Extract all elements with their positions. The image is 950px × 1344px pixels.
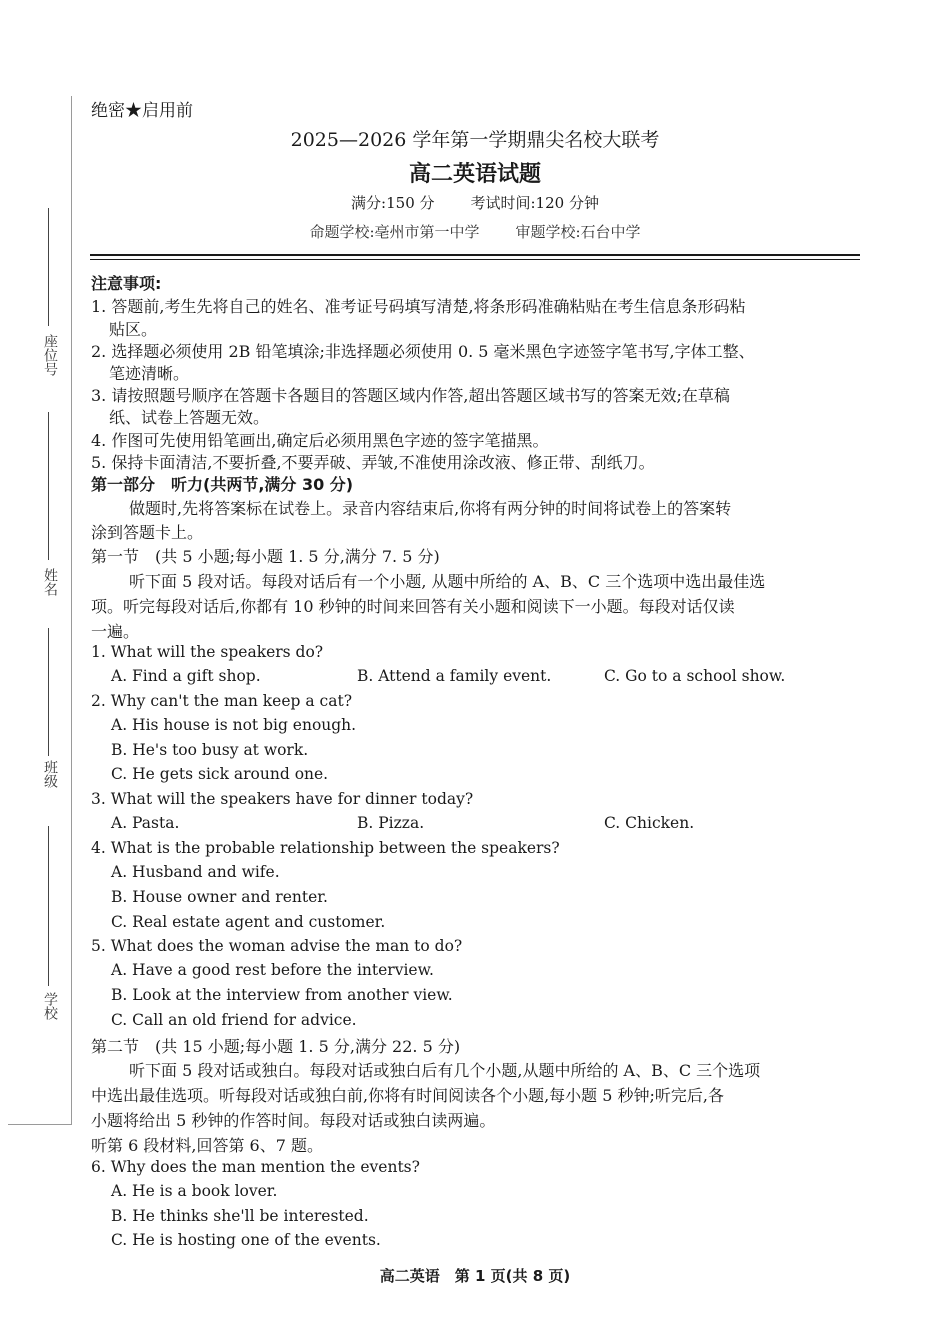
option-a: A. Have a good rest before the interview. [111, 961, 434, 979]
section2-intro-line: 中选出最佳选项。听每段对话或独白前,你将有时间阅读各个小题,每小题 5 秒钟;听完后,各 [91, 1086, 725, 1105]
part1-intro-line: 涂到答题卡上。 [91, 523, 204, 542]
header-rule-thin [90, 259, 860, 260]
school-label: 学校 [42, 992, 58, 1020]
binding-line [71, 96, 72, 1124]
material-instruction: 听第 6 段材料,回答第 6、7 题。 [91, 1136, 323, 1155]
question-stem: 4. What is the probable relationship between the speakers? [91, 839, 560, 857]
section2-intro-line: 小题将给出 5 秒钟的作答时间。每段对话或独白读两遍。 [91, 1111, 496, 1130]
note-line: 1. 答题前,考生先将自己的姓名、准考证号码填写清楚,将条形码准确粘贴在考生信息条形码粘 [91, 297, 746, 316]
reviewer-school: 审题学校:石台中学 [515, 223, 641, 241]
confidential-mark: 绝密★启用前 [91, 101, 193, 121]
subject-title: 高二英语试题 [408, 161, 541, 187]
notes-title: 注意事项: [91, 274, 162, 293]
option-b: B. He's too busy at work. [111, 741, 309, 759]
option-a: A. Pasta. [111, 814, 180, 832]
full-score: 满分:150 分 [351, 194, 435, 212]
option-a: A. He is a book lover. [111, 1182, 278, 1200]
option-a: A. Husband and wife. [111, 863, 280, 881]
schools-line [0, 221, 950, 242]
header-rule-thick [90, 254, 860, 256]
section1-title: 第一节 (共 5 小题;每小题 1. 5 分,满分 7. 5 分) [91, 547, 440, 566]
option-a: A. His house is not big enough. [111, 716, 357, 734]
seat-label: 座位号 [42, 334, 58, 376]
option-b: B. House owner and renter. [111, 888, 328, 906]
option-c: C. He is hosting one of the events. [111, 1231, 381, 1249]
part1-title: 第一部分 听力(共两节,满分 30 分) [91, 475, 354, 494]
note-line: 2. 选择题必须使用 2B 铅笔填涂;非选择题必须使用 0. 5 毫米黑色字迹签字笔书写,字体工整、 [91, 342, 755, 361]
note-line: 3. 请按照题号顺序在答题卡各题目的答题区域内作答,超出答题区域书写的答案无效;在草稿 [91, 386, 730, 405]
note-line: 4. 作图可先使用铅笔画出,确定后必须用黑色字迹的签字笔描黑。 [91, 431, 549, 450]
option-c: C. Real estate agent and customer. [111, 913, 386, 931]
binding-foot-line [8, 1124, 72, 1125]
note-line: 贴区。 [109, 320, 158, 339]
setter-school: 命题学校:亳州市第一中学 [309, 223, 480, 241]
section1-intro-line: 听下面 5 段对话。每段对话后有一个小题, 从题中所给的 A、B、C 三个选项中选出最佳选 [129, 572, 766, 591]
part1-intro-line: 做题时,先将答案标在试卷上。录音内容结束后,你将有两分钟的时间将试卷上的答案转 [129, 499, 732, 518]
question-stem: 3. What will the speakers have for dinner today? [91, 790, 474, 808]
option-b: B. He thinks she'll be interested. [111, 1207, 369, 1225]
question-stem: 2. Why can't the man keep a cat? [91, 692, 353, 710]
school-field-line [48, 826, 49, 986]
option-c: C. Go to a school show. [604, 667, 786, 685]
option-a: A. Find a gift shop. [111, 667, 261, 685]
option-b: B. Pizza. [357, 814, 425, 832]
name-field-line [48, 412, 49, 560]
section2-intro-line: 听下面 5 段对话或独白。每段对话或独白后有几个小题,从题中所给的 A、B、C 三个选项 [129, 1061, 761, 1080]
exam-time: 考试时间:120 分钟 [470, 194, 599, 212]
page-footer: 高二英语 第 1 页(共 8 页) [379, 1267, 571, 1285]
note-line: 5. 保持卡面清洁,不要折叠,不要弄破、弄皱,不准使用涂改液、修正带、刮纸刀。 [91, 453, 655, 472]
option-c: C. Call an old friend for advice. [111, 1011, 357, 1029]
class-label: 班级 [42, 760, 58, 788]
option-c: C. Chicken. [604, 814, 695, 832]
note-line: 纸、试卷上答题无效。 [109, 408, 270, 427]
question-stem: 6. Why does the man mention the events? [91, 1158, 420, 1176]
question-stem: 5. What does the woman advise the man to do? [91, 937, 463, 955]
option-b: B. Attend a family event. [357, 667, 552, 685]
section1-intro-line: 项。听完每段对话后,你都有 10 秒钟的时间来回答有关小题和阅读下一小题。每段对话仅读 [91, 597, 735, 616]
section1-intro-line: 一遍。 [91, 622, 140, 641]
option-b: B. Look at the interview from another view. [111, 986, 453, 1004]
section2-title: 第二节 (共 15 小题;每小题 1. 5 分,满分 22. 5 分) [91, 1037, 461, 1056]
name-label: 姓名 [42, 568, 58, 596]
class-field-line [48, 628, 49, 756]
question-stem: 1. What will the speakers do? [91, 643, 324, 661]
score-time-line [0, 192, 950, 213]
exam-title: 2025—2026 学年第一学期鼎尖名校大联考 [290, 129, 660, 151]
option-c: C. He gets sick around one. [111, 765, 329, 783]
note-line: 笔迹清晰。 [109, 364, 190, 383]
